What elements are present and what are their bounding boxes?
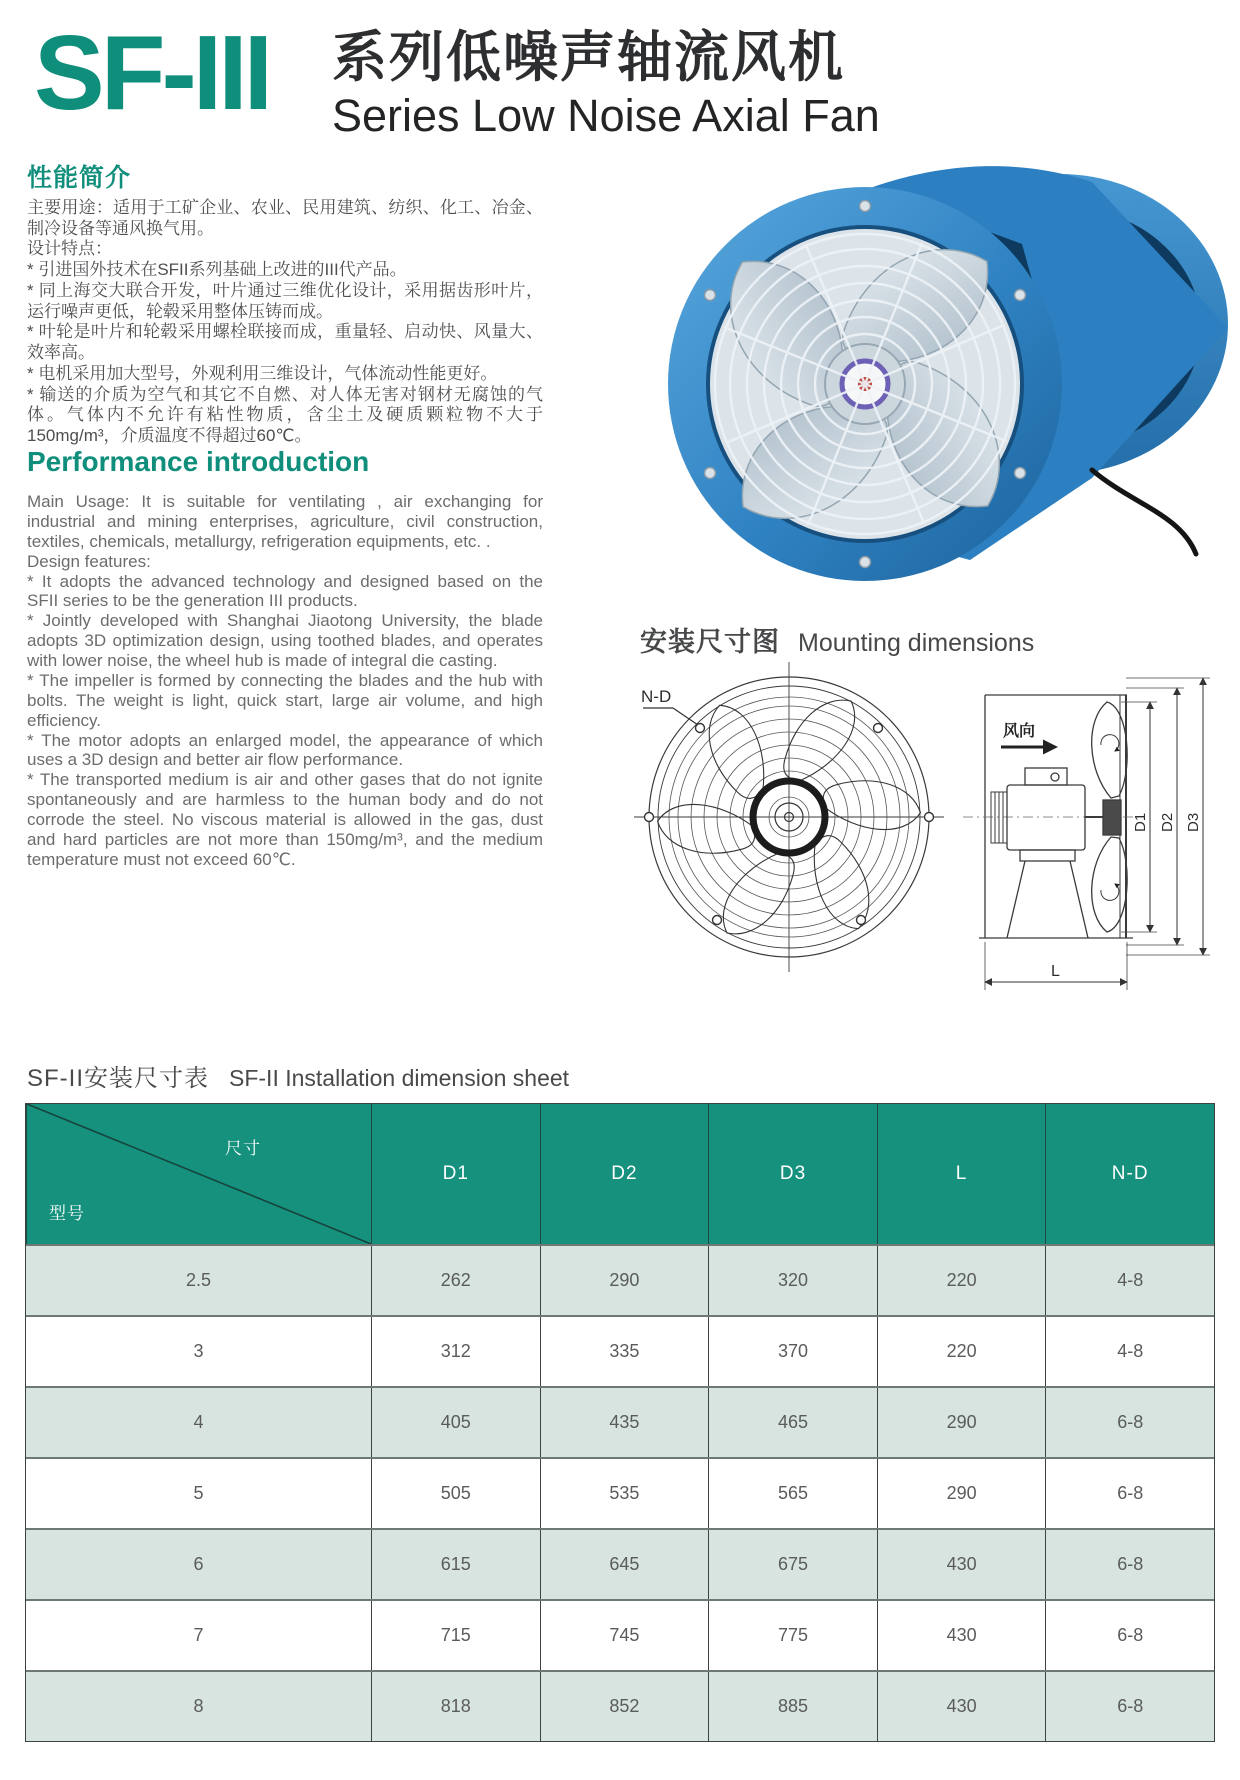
cell-d2: 645 bbox=[540, 1530, 709, 1599]
cell-nd: 6-8 bbox=[1045, 1388, 1214, 1457]
column-header-nd: N-D bbox=[1045, 1104, 1214, 1244]
table-row bbox=[26, 1599, 1214, 1670]
cell-nd: 6-8 bbox=[1045, 1530, 1214, 1599]
paragraph: * 叶轮是叶片和轮毂采用螺栓联接而成，重量轻、启动快、风量大、效率高。 bbox=[27, 322, 543, 363]
cell-d3: 370 bbox=[708, 1317, 877, 1386]
cell-nd: 6-8 bbox=[1045, 1601, 1214, 1670]
page-title-zh: 系列低噪声轴流风机 bbox=[332, 26, 846, 88]
cell-model: 7 bbox=[193, 1625, 204, 1645]
table-header-row bbox=[26, 1104, 1214, 1244]
paragraph: * 输送的介质为空气和其它不自燃、对人体无害对钢材无腐蚀的气体。气体内不允许有粘性物质，含尘土及硬质颗粒物不大于150mg/m³，介质温度不得超过60℃。 bbox=[27, 384, 543, 446]
cell-d3: 885 bbox=[708, 1672, 877, 1741]
fan-power-cable bbox=[1092, 470, 1196, 554]
mounting-heading-zh: 安装尺寸图 bbox=[640, 627, 780, 657]
column-header-d3: D3 bbox=[708, 1104, 877, 1244]
cell-nd: 4-8 bbox=[1045, 1246, 1214, 1315]
section-heading-intro-zh: 性能简介 bbox=[27, 164, 132, 192]
paragraph: 设计特点： bbox=[27, 239, 112, 259]
corner-label-model: 型号 bbox=[49, 1204, 85, 1223]
wind-direction-label: 风向 bbox=[1003, 723, 1036, 740]
side-view-drawing bbox=[963, 678, 1210, 990]
brand-logo: SF-III bbox=[34, 14, 270, 132]
table-row bbox=[26, 1244, 1214, 1315]
paragraph: 主要用途：适用于工矿企业、农业、民用建筑、纺织、化工、冶金、制冷设备等通风换气用。 bbox=[27, 198, 543, 238]
table-title bbox=[27, 1058, 569, 1093]
mounting-drawings-svg bbox=[555, 650, 1240, 1050]
paragraph: * It adopts the advanced technology and designed based on the SFII series to be the generation III products. bbox=[27, 571, 543, 611]
paragraph: * 同上海交大联合开发，叶片通过三维优化设计，采用据齿形叶片，运行噪声更低，轮毂采用整体压铸而成。 bbox=[27, 280, 543, 321]
cell-l: 220 bbox=[877, 1317, 1046, 1386]
corner-label-dimension: 尺寸 bbox=[225, 1139, 261, 1158]
cell-d2: 435 bbox=[540, 1388, 709, 1457]
table-row bbox=[26, 1528, 1214, 1599]
mounting-drawings bbox=[555, 650, 1240, 1050]
mounting-heading-en: Mounting dimensions bbox=[798, 629, 1035, 657]
fan-product-photo bbox=[640, 152, 1240, 584]
intro-en-body bbox=[27, 492, 543, 870]
front-view-drawing bbox=[634, 662, 944, 972]
intro-zh-body bbox=[27, 198, 543, 447]
cell-d2: 745 bbox=[540, 1601, 709, 1670]
table-title-zh: SF-II安装尺寸表 bbox=[27, 1065, 209, 1092]
cell-d2: 335 bbox=[540, 1317, 709, 1386]
cell-l: 430 bbox=[877, 1601, 1046, 1670]
cell-d2: 535 bbox=[540, 1459, 709, 1528]
dim-label-d1: D1 bbox=[1132, 812, 1149, 832]
paragraph: * Jointly developed with Shanghai Jiaotong University, the blade adopts 3D optimization design, using toothed blades, and operates with lower noise, the wheel hub is made of integral die casting. bbox=[27, 611, 543, 670]
cell-model: 2.5 bbox=[185, 1270, 212, 1290]
paragraph: * The motor adopts an enlarged model, the appearance of which uses a 3D design and better air flow performance. bbox=[27, 730, 543, 770]
paragraph: Design features: bbox=[27, 551, 151, 571]
paragraph: Main Usage: It is suitable for ventilating , air exchanging for industrial and mining enterprises, agriculture, civil construction, textiles, chemicals, metallurgy, refrigeration equipments, etc. . bbox=[27, 492, 543, 551]
cell-d2: 290 bbox=[540, 1246, 709, 1315]
cell-l: 290 bbox=[877, 1459, 1046, 1528]
cell-d1: 615 bbox=[371, 1530, 540, 1599]
column-header-d1: D1 bbox=[371, 1104, 540, 1244]
cell-d3: 320 bbox=[708, 1246, 877, 1315]
cell-l: 220 bbox=[877, 1246, 1046, 1315]
cell-d1: 312 bbox=[371, 1317, 540, 1386]
dim-label-l: L bbox=[1051, 963, 1060, 980]
cell-model: 3 bbox=[193, 1341, 204, 1361]
cell-nd: 4-8 bbox=[1045, 1317, 1214, 1386]
column-header-d2: D2 bbox=[540, 1104, 709, 1244]
dim-label-d3: D3 bbox=[1185, 812, 1202, 832]
paragraph: * 电机采用加大型号，外观利用三维设计，气体流动性能更好。 bbox=[27, 363, 498, 383]
table-row bbox=[26, 1457, 1214, 1528]
cell-d3: 675 bbox=[708, 1530, 877, 1599]
cell-d3: 565 bbox=[708, 1459, 877, 1528]
cell-l: 430 bbox=[877, 1530, 1046, 1599]
cell-nd: 6-8 bbox=[1045, 1459, 1214, 1528]
cell-d1: 818 bbox=[371, 1672, 540, 1741]
cell-model: 5 bbox=[193, 1483, 204, 1503]
section-heading-intro-en: Performance introduction bbox=[27, 446, 370, 477]
cell-d3: 465 bbox=[708, 1388, 877, 1457]
table-row bbox=[26, 1315, 1214, 1386]
page-title-en: Series Low Noise Axial Fan bbox=[332, 90, 880, 141]
dim-label-nd: N-D bbox=[641, 687, 672, 706]
cell-model: 4 bbox=[193, 1412, 204, 1432]
cell-l: 290 bbox=[877, 1388, 1046, 1457]
column-header-l: L bbox=[877, 1104, 1046, 1244]
page-title bbox=[332, 26, 880, 141]
cell-model: 6 bbox=[193, 1554, 204, 1574]
table-row bbox=[26, 1386, 1214, 1457]
table-corner-cell bbox=[26, 1104, 371, 1244]
paragraph: * The impeller is formed by connecting the blades and the hub with bolts. The weight is light, quick start, large air volume, and high efficiency. bbox=[27, 670, 543, 730]
cell-d1: 405 bbox=[371, 1388, 540, 1457]
paragraph: * 引进国外技术在SFII系列基础上改进的III代产品。 bbox=[27, 260, 407, 280]
paragraph: * The transported medium is air and other gases that do not ignite spontaneously and are harmless to the human body and do not corrode the steel. No viscous material is allowed in the gas, dust and hard particles are not more than 150mg/m³, and the medium temperature must not exceed 60℃. bbox=[27, 770, 543, 869]
cell-d2: 852 bbox=[540, 1672, 709, 1741]
cell-l: 430 bbox=[877, 1672, 1046, 1741]
cell-d3: 775 bbox=[708, 1601, 877, 1670]
cell-nd: 6-8 bbox=[1045, 1672, 1214, 1741]
dim-label-d2: D2 bbox=[1159, 812, 1176, 832]
fan-photo-svg bbox=[640, 152, 1240, 582]
table-title-en: SF-II Installation dimension sheet bbox=[229, 1065, 570, 1091]
installation-dimension-table bbox=[25, 1103, 1215, 1742]
cell-d1: 262 bbox=[371, 1246, 540, 1315]
cell-d1: 505 bbox=[371, 1459, 540, 1528]
cell-model: 8 bbox=[193, 1696, 204, 1716]
table-row bbox=[26, 1670, 1214, 1741]
cell-d1: 715 bbox=[371, 1601, 540, 1670]
